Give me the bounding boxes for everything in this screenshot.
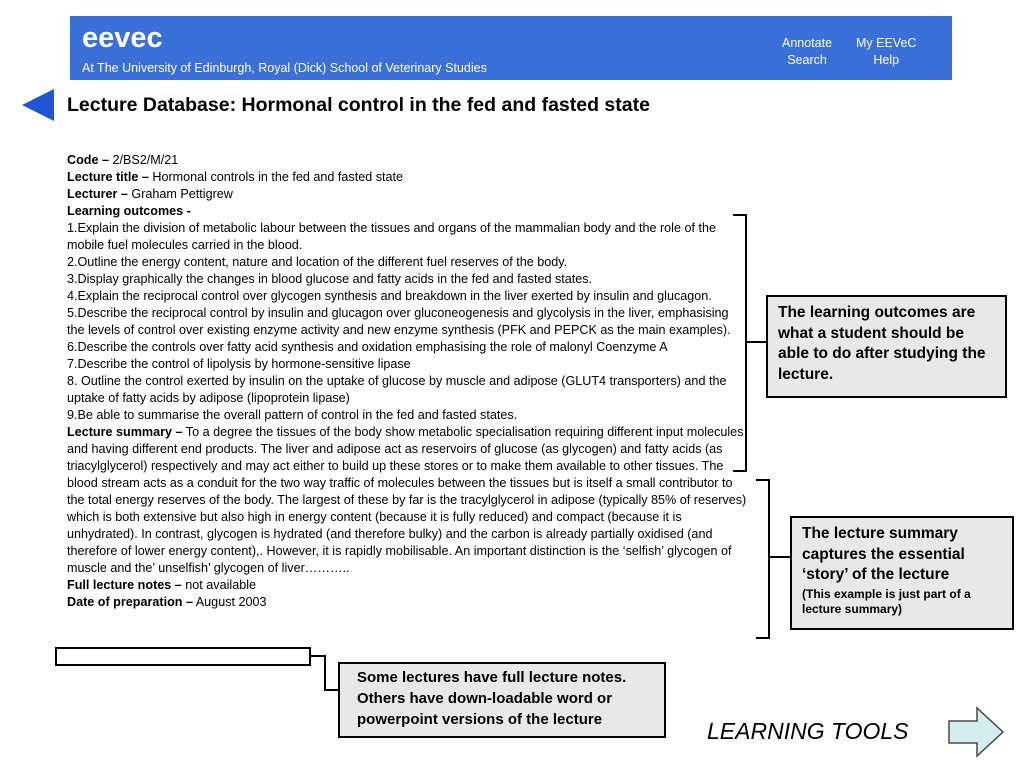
nav-link-help[interactable]: Help	[873, 53, 900, 67]
lecture-title-label: Lecture title –	[67, 170, 149, 184]
summary-bracket	[756, 479, 770, 639]
date-row	[67, 594, 747, 611]
outcomes-callout: The learning outcomes are what a student should be able to do after studying the lecture.	[766, 295, 1007, 398]
notes-value: not available	[185, 578, 256, 592]
summary-label: Lecture summary –	[67, 425, 183, 439]
page-title: Lecture Database: Hormonal control in the fed and fasted state	[67, 94, 650, 116]
outcome-item: 5.Describe the reciprocal control by insulin and glucagon over gluconeogenesis and glycolysis in the liver, emphasising the levels of control over existing enzyme activity and new enzyme synthesis (PFK and PEPCK as the main examples).	[67, 306, 731, 337]
notes-callout: Some lectures have full lecture notes. Others have down-loadable word or powerpoint versions of the lecture	[338, 662, 666, 738]
lecturer-row	[67, 186, 747, 203]
back-arrow-icon[interactable]	[22, 89, 54, 121]
outcome-item: 7.Describe the control of lipolysis by hormone-sensitive lipase	[67, 357, 411, 371]
notes-label: Full lecture notes –	[67, 578, 182, 592]
header-bar	[70, 16, 952, 80]
notes-connector-vertical	[324, 655, 326, 691]
code-label: Code –	[67, 153, 109, 167]
outcome-item: 9.Be able to summarise the overall pattern of control in the fed and fasted states.	[67, 408, 518, 422]
next-arrow-icon[interactable]	[947, 706, 1005, 758]
nav-myeevec-help	[856, 35, 916, 69]
summary-row	[67, 424, 747, 577]
summary-callout-note: (This example is just part of a lecture summary)	[802, 586, 971, 616]
code-value: 2/BS2/M/21	[112, 153, 179, 167]
outcome-item: 1.Explain the division of metabolic labour between the tissues and organs of the mammalian body and the role of the mobile fuel molecules carried in the blood.	[67, 221, 716, 252]
lecture-title-row	[67, 169, 747, 186]
header-subtitle: At The University of Edinburgh, Royal (Dick) School of Veterinary Studies	[82, 61, 487, 75]
notes-highlight-box	[55, 647, 311, 666]
notes-row	[67, 577, 747, 594]
code-row	[67, 152, 747, 169]
outcome-item: 8. Outline the control exerted by insulin on the uptake of glucose by muscle and adipose (GLUT4 transporters) and the uptake of fatty acids by adipose (lipoprotein lipase)	[67, 374, 727, 405]
summary-connector	[770, 556, 790, 558]
nav-link-my-eevec[interactable]: My EEVeC	[856, 36, 917, 50]
notes-connector-bottom	[324, 689, 339, 691]
nav-link-search[interactable]: Search	[787, 53, 827, 67]
lecturer-label: Lecturer –	[67, 187, 128, 201]
outcomes-bracket	[733, 214, 747, 472]
summary-callout-main: The lecture summary captures the essential ‘story’ of the lecture	[802, 525, 965, 583]
outcome-item: 2.Outline the energy content, nature and location of the different fuel reserves of the body.	[67, 255, 568, 269]
brand-logo[interactable]: eevec	[82, 22, 163, 54]
nav-annotate-search	[782, 35, 832, 69]
summary-text: To a degree the tissues of the body show metabolic specialisation requiring different input molecules and having different end products. The liver and adipose act as reservoirs of glucose (as glycogen) and fatty acids (as triacylglycerol) respectively and may act either to build up these stores or to make them available to other tissues. The blood stream acts as a conduit for the two way traffic of molecules between the tissues but is itself a small contributor to the total energy reserves of the body. The largest of these by far is the tracylglycerol in adipose (typically 85% of reserves) which is both extensive but also high in energy content (because it is fully reduced) and compact (because it is unhydrated). In contrast, glycogen is hydrated (and therefore bulky) and the carbon is already partially oxidised (and therefore of lower energy content),. However, it is rapidly mobilisable. An important distinction is the ‘selfish’ glycogen of muscle and the’ unselfish’ glycogen of liver………..	[67, 425, 747, 575]
lecture-title-value: Hormonal controls in the fed and fasted state	[152, 170, 404, 184]
outcomes-label: Learning outcomes -	[67, 204, 191, 218]
outcome-item: 3.Display graphically the changes in blood glucose and fatty acids in the fed and fasted states.	[67, 272, 593, 286]
nav-link-annotate[interactable]: Annotate	[782, 36, 833, 50]
date-value: August 2003	[195, 595, 267, 609]
date-label: Date of preparation –	[67, 595, 193, 609]
lecturer-value: Graham Pettigrew	[131, 187, 233, 201]
outcome-item: 4.Explain the reciprocal control over glycogen synthesis and breakdown in the liver exerted by insulin and glucagon.	[67, 289, 712, 303]
outcomes-connector	[747, 341, 767, 343]
learning-tools-label: LEARNING TOOLS	[707, 718, 909, 744]
outcome-item: 6.Describe the controls over fatty acid synthesis and oxidation emphasising the role of malonyl Coenzyme A	[67, 340, 668, 354]
summary-callout	[790, 516, 1014, 630]
lecture-details	[67, 152, 747, 611]
outcomes-row	[67, 203, 747, 220]
